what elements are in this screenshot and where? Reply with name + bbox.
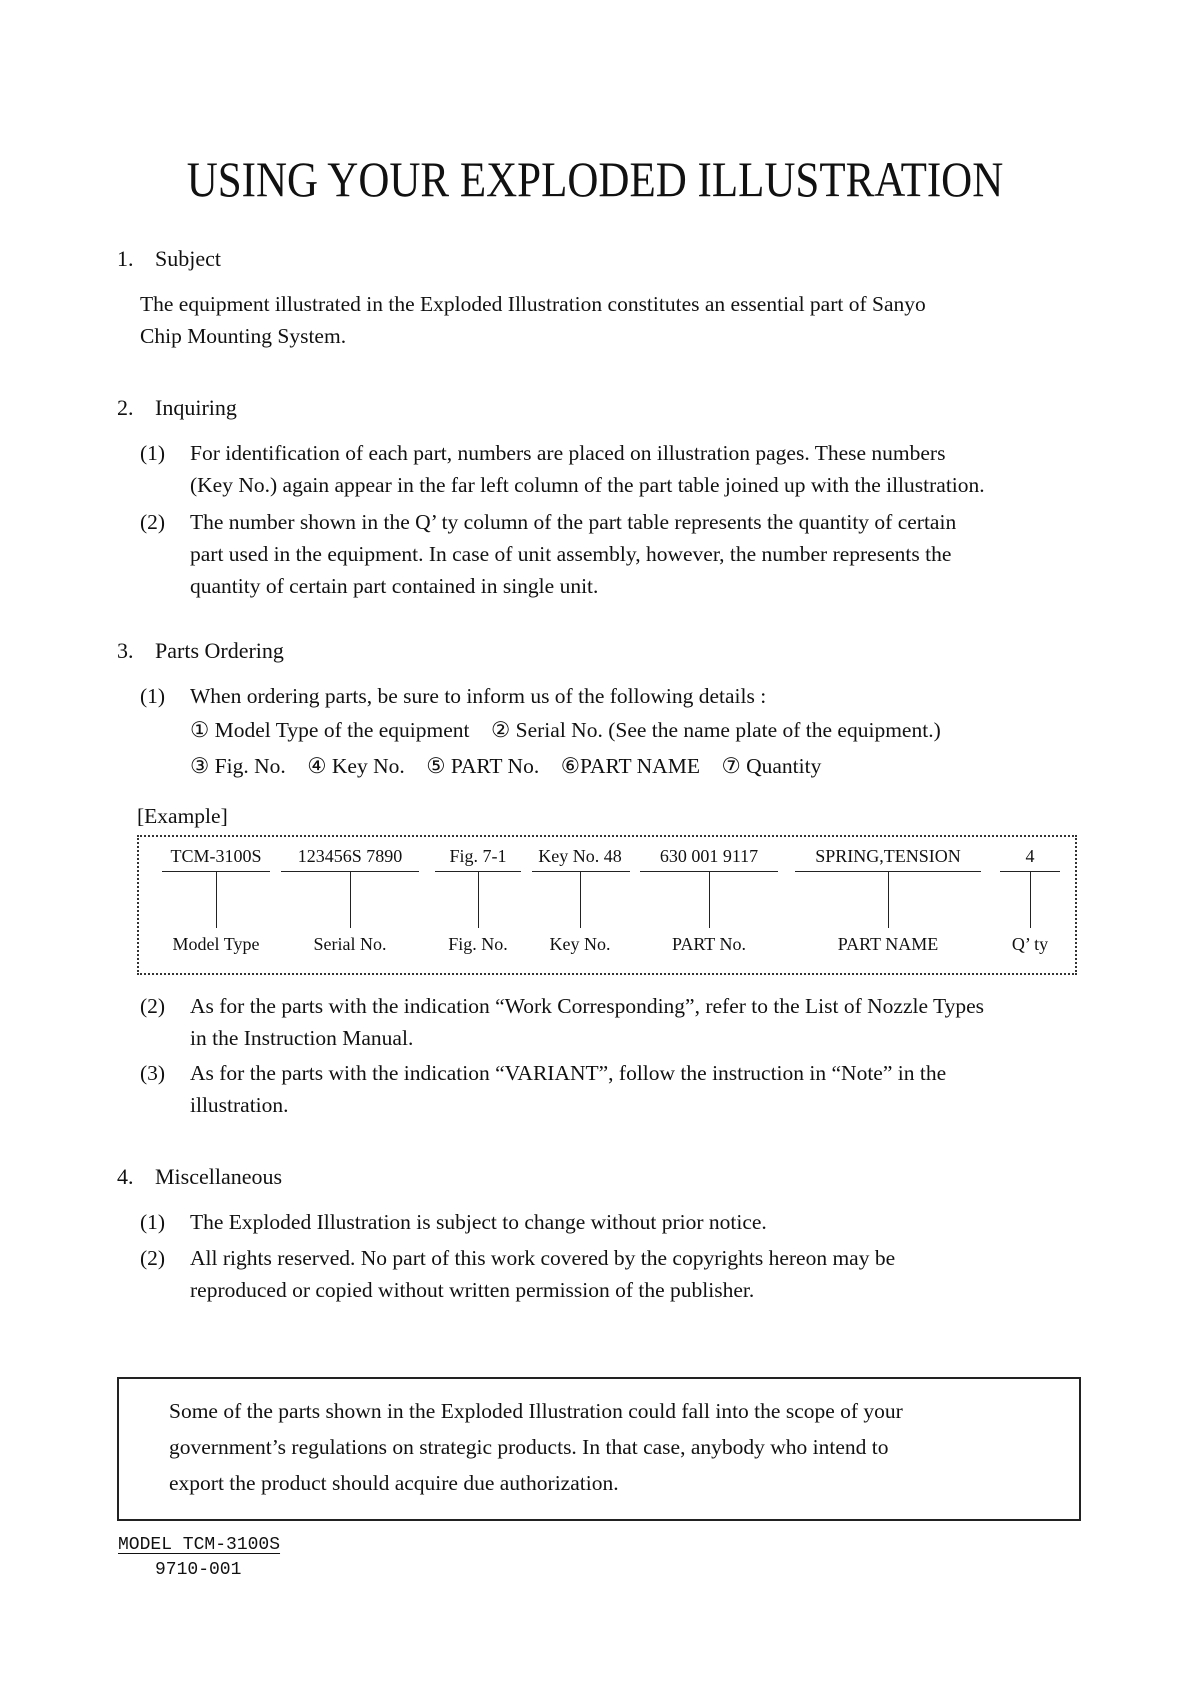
detail-list-line: ① Model Type of the equipment ② Serial No. (See the name plate of the equipment.) (190, 718, 941, 742)
section-number: 4. (117, 1164, 134, 1189)
list-item (140, 506, 956, 602)
item-number: (1) (140, 684, 166, 708)
section-number: 1. (117, 246, 134, 271)
example-connector (580, 872, 581, 928)
example-value-qty: 4 (1025, 846, 1035, 866)
item-number: (2) (140, 510, 166, 534)
paragraph-line: Chip Mounting System. (140, 324, 347, 348)
example-label-model: Model Type (172, 934, 260, 954)
item-line: For identification of each part, numbers are placed on illustration pages. These numbers (190, 441, 946, 465)
example-label: [Example] (137, 804, 228, 828)
detail-list-line: ③ Fig. No. ④ Key No. ⑤ PART No. ⑥PART NAME ⑦ Quantity (190, 754, 822, 778)
item-line: reproduced or copied without written permission of the publisher. (190, 1278, 755, 1302)
section-title: Miscellaneous (155, 1164, 283, 1189)
section-2-heading (117, 395, 237, 421)
example-connector (350, 872, 351, 928)
list-item (140, 990, 984, 1054)
notice-text (169, 1393, 903, 1501)
footer-model: MODEL TCM-3100S (118, 1535, 281, 1555)
item-line: All rights reserved. No part of this work covered by the copyrights hereon may be (190, 1246, 896, 1270)
item-line: As for the parts with the indication “Work Corresponding”, refer to the List of Nozzle Types (190, 994, 985, 1018)
item-line: quantity of certain part contained in single unit. (190, 574, 599, 598)
item-line: in the Instruction Manual. (190, 1026, 414, 1050)
example-connector (1030, 872, 1031, 928)
item-number: (1) (140, 441, 166, 465)
example-label-qty: Q’ ty (1011, 934, 1049, 954)
section-4-heading (117, 1164, 282, 1190)
item-line: (Key No.) again appear in the far left column of the part table joined up with the illustration. (190, 473, 985, 497)
item-line: When ordering parts, be sure to inform us of the following details : (190, 684, 767, 708)
example-connector (888, 872, 889, 928)
example-label-part-name: PART NAME (837, 934, 939, 954)
item-line: part used in the equipment. In case of unit assembly, however, the number represents the (190, 542, 952, 566)
notice-line: Some of the parts shown in the Exploded Illustration could fall into the scope of your (169, 1399, 903, 1423)
item-line: The number shown in the Q’ ty column of the part table represents the quantity of certain (190, 510, 957, 534)
section-1-paragraph (140, 288, 926, 352)
list-item (140, 680, 941, 784)
section-title: Parts Ordering (155, 638, 284, 663)
example-connector (216, 872, 217, 928)
section-number: 3. (117, 638, 134, 663)
item-line: As for the parts with the indication “VARIANT”, follow the instruction in “Note” in the (190, 1061, 947, 1085)
list-item (140, 1057, 946, 1121)
list-item (140, 1206, 767, 1238)
list-item (140, 437, 985, 501)
item-number: (2) (140, 994, 166, 1018)
example-underline (532, 871, 630, 872)
example-connector (478, 872, 479, 928)
example-connector (709, 872, 710, 928)
item-number: (2) (140, 1246, 166, 1270)
section-3-heading (117, 638, 284, 664)
example-label-part-no: PART No. (672, 934, 746, 954)
example-value-part-no: 630 001 9117 (659, 846, 759, 866)
item-number: (3) (140, 1061, 166, 1085)
section-title: Inquiring (155, 395, 237, 420)
example-label-fig: Fig. No. (448, 934, 508, 954)
footer-doc-code: 9710-001 (155, 1560, 242, 1580)
example-value-fig: Fig. 7-1 (449, 846, 507, 866)
export-notice-box (117, 1377, 1081, 1521)
example-value-serial: 123456S 7890 (297, 846, 403, 866)
item-line: illustration. (190, 1093, 289, 1117)
page-title: USING YOUR EXPLODED ILLUSTRATION (186, 151, 1004, 207)
notice-line: government’s regulations on strategic products. In that case, anybody who intend to (169, 1435, 889, 1459)
example-label-key: Key No. (549, 934, 611, 954)
section-title: Subject (155, 246, 221, 271)
example-value-model: TCM-3100S (170, 846, 262, 866)
notice-line: export the product should acquire due authorization. (169, 1471, 619, 1495)
section-number: 2. (117, 395, 134, 420)
list-item (140, 1242, 895, 1306)
example-value-key: Key No. 48 (538, 846, 622, 866)
example-value-part-name: SPRING,TENSION (815, 846, 961, 866)
paragraph-line: The equipment illustrated in the Exploded Illustration constitutes an essential part of Sanyo (140, 292, 926, 316)
item-number: (1) (140, 1210, 166, 1234)
item-line: The Exploded Illustration is subject to change without prior notice. (190, 1210, 767, 1234)
example-label-serial: Serial No. (313, 934, 387, 954)
section-1-heading (117, 246, 221, 272)
